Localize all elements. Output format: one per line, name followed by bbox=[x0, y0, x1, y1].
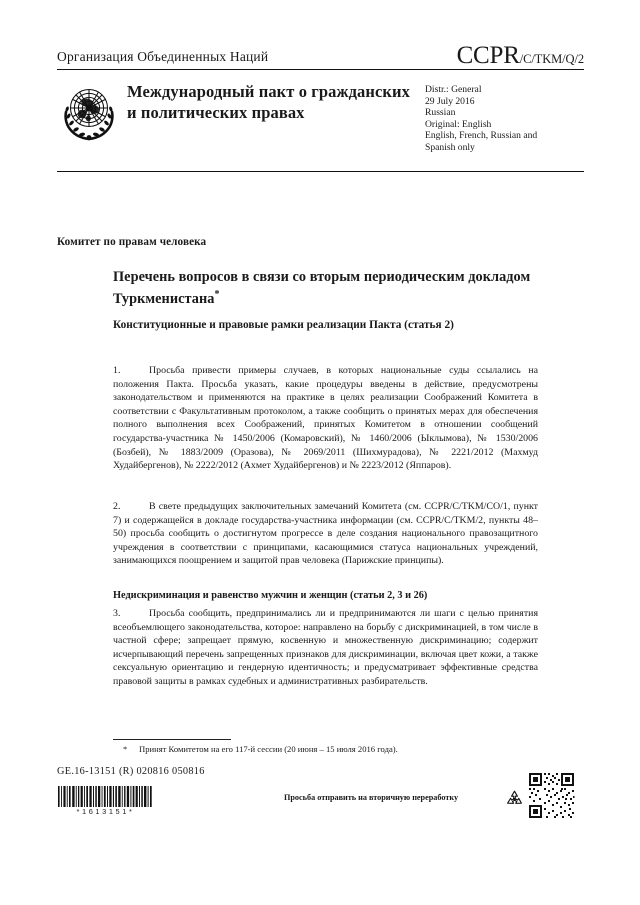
paragraph-2-text: В свете предыдущих заключительных замечаний Комитета (см. CCPR/C/TKM/CO/1, пункт 7) и содержащейся в докладе государства-участника информации (см. CCPR/C/TKM/2, пункты 48–50) просьба сообщить о достигнутом прогрессе в деле создания национального правозащитного учреждения в соответствии с принципами, касающимися статуса национальных учреждений, занимающихся поощрением и защитой прав человека (Парижские принципы). bbox=[113, 501, 538, 567]
qr-code bbox=[528, 772, 575, 819]
footnote bbox=[123, 744, 543, 755]
footnote-text: Принят Комитетом на его 117-й сессии (20 июня – 15 июля 2016 года). bbox=[139, 744, 398, 754]
paragraph-3-text: Просьба сообщить, предпринимались ли и предпринимаются ли шаги с целью принятия всеобъемлющего законодательства, которое: направлено на борьбу с дискриминацией, в том числе в частной сфере; запрещает прямую, косвенную и множественную дискриминацию; содержит исчерпывающий перечень запрещенных признаков для дискриминации, включая цвет кожи, а также сексуальную ориентацию и гендерную идентичность; и предусматривает эффективные средства правовой защиты в рамках судебных и административных разбирательств. bbox=[113, 608, 538, 687]
barcode-digits: *1613151* bbox=[76, 807, 135, 816]
job-number: GE.16-13151 (R) 020816 050816 bbox=[57, 766, 205, 777]
footnote-separator bbox=[113, 739, 231, 740]
distr-line: Distr.: General bbox=[425, 84, 482, 95]
paragraph-3-number: 3. bbox=[113, 608, 121, 619]
page-title bbox=[113, 268, 538, 308]
paragraph-1 bbox=[113, 364, 538, 473]
distribution-block bbox=[425, 84, 590, 154]
covenant-title: Международный пакт о гражданских и политических правах bbox=[127, 82, 410, 122]
page-title-text: Перечень вопросов в связи со вторым периодическим докладом Туркменистана bbox=[113, 269, 531, 307]
distr-date: 29 July 2016 bbox=[425, 95, 475, 107]
distr-original: Original: English bbox=[425, 118, 492, 130]
paragraph-2-number: 2. bbox=[113, 501, 121, 512]
document-symbol-suffix: /C/TKM/Q/2 bbox=[519, 52, 584, 66]
paragraph-1-number: 1. bbox=[113, 365, 121, 376]
distr-languages-1: English, French, Russian and bbox=[425, 130, 538, 142]
paragraph-3 bbox=[113, 607, 538, 689]
recycle-icon bbox=[505, 789, 524, 808]
section-heading: Конституционные и правовые рамки реализации Пакта (статья 2) bbox=[113, 319, 454, 331]
header-grid bbox=[57, 76, 584, 168]
masthead bbox=[57, 42, 584, 69]
paragraph-1-text: Просьба привести примеры случаев, в которых национальные суды ссылались на положения Пакта. Просьба указать, какие процедуры введены в действие, предусмотрены законодательством и применяются на практике в целях реализации Соображений Комитета в соответствии с Факультативным протоколом, а также сообщить о принятых мерах для обеспечения полного выполнения всех Соображений, принятых Комитетом в отношении сообщений государства-участника № 1450/2006 (Комаровский), № 1460/2006 (Ыклымова), № 1530/2006 (Бозбей), № 1883/2009 (Оразова), № 2069/2011 (Шихмурадова), № 2221/2012 (Махмуд Худайбергенов), № 2222/2012 (Ахмет Худайбергенов) и № 2223/2012 (Яппаров). bbox=[113, 365, 538, 472]
committee-name: Комитет по правам человека bbox=[57, 236, 207, 248]
paragraph-2 bbox=[113, 500, 538, 568]
recycle-note: Просьба отправить на вторичную переработку bbox=[284, 793, 459, 802]
un-emblem-icon bbox=[60, 82, 118, 144]
barcode-block bbox=[57, 786, 157, 816]
distr-language: Russian bbox=[425, 107, 456, 119]
document-symbol-main: CCPR bbox=[456, 42, 520, 69]
header-rule-top bbox=[57, 69, 584, 70]
header-rule-bottom bbox=[57, 171, 584, 172]
title-footnote-marker: * bbox=[214, 289, 220, 300]
organization-name: Организация Объединенных Наций bbox=[57, 49, 269, 64]
barcode-icon bbox=[57, 786, 154, 807]
footnote-marker: * bbox=[123, 744, 128, 754]
document-symbol bbox=[457, 42, 584, 70]
distr-languages-2: Spanish only bbox=[425, 141, 475, 153]
subsection-heading: Недискриминация и равенство мужчин и женщин (статьи 2, 3 и 26) bbox=[113, 590, 428, 601]
